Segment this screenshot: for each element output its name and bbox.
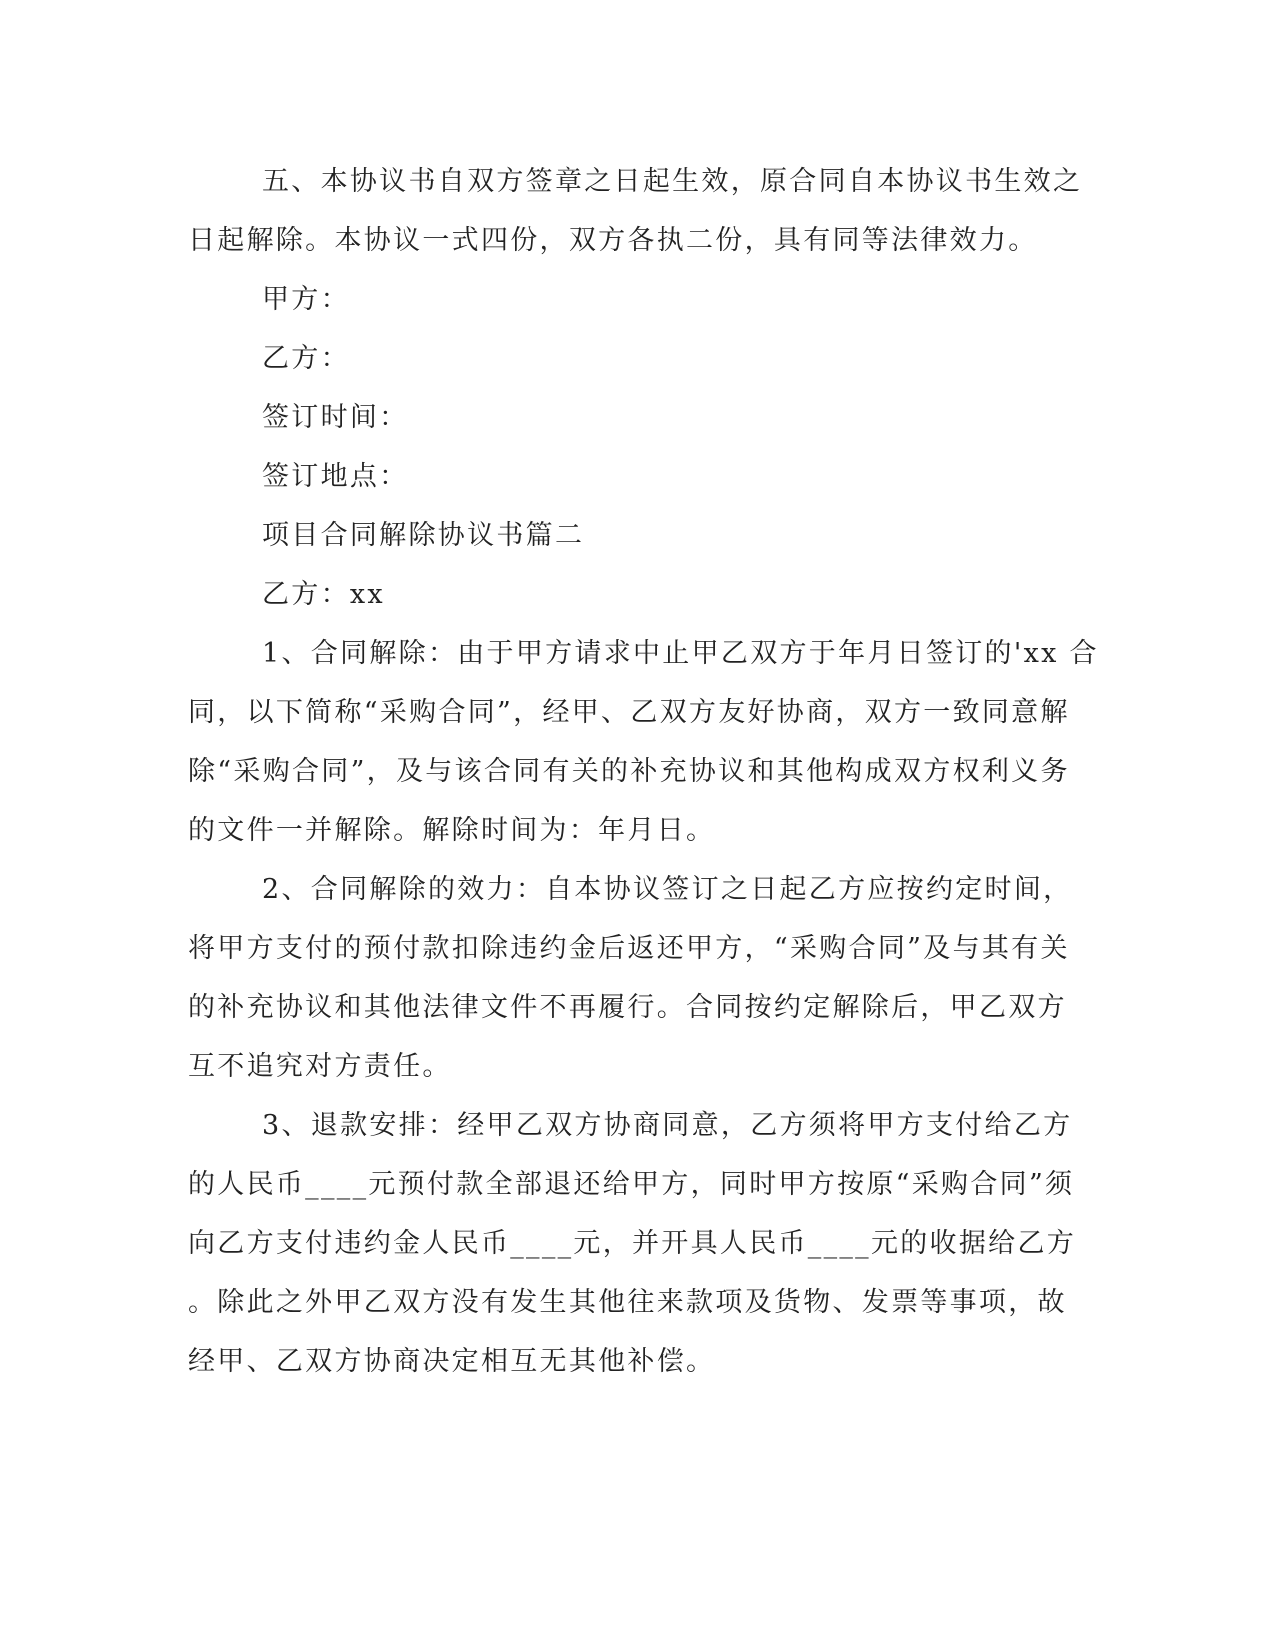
clause-2-line-1: 2、合同解除的效力：自本协议签订之日起乙方应按约定时间，	[262, 874, 1073, 905]
clause-2-line-4: 互不追究对方责任。	[188, 1051, 452, 1082]
section-heading: 项目合同解除协议书篇二	[262, 520, 585, 551]
clause-3-line-5: 经甲、乙双方协商决定相互无其他补偿。	[188, 1346, 716, 1377]
party-a-label: 甲方：	[262, 284, 350, 315]
clause-3-line-2: 的人民币____元预付款全部退还给甲方，同时甲方按原“采购合同”须	[188, 1169, 1075, 1200]
clause-5-line-1: 五、本协议书自双方签章之日起生效，原合同自本协议书生效之	[262, 166, 1083, 197]
party-b-line: 乙方：xx	[262, 579, 385, 610]
signing-date-label: 签订时间：	[262, 402, 409, 433]
clause-3-line-3: 向乙方支付违约金人民币____元，并开具人民币____元的收据给乙方	[188, 1228, 1077, 1259]
clause-1-line-1: 1、合同解除：由于甲方请求中止甲乙双方于年月日签订的'xx 合	[262, 638, 1099, 669]
clause-2-line-2: 将甲方支付的预付款扣除违约金后返还甲方，“采购合同”及与其有关	[188, 933, 1070, 964]
clause-1-line-3: 除“采购合同”，及与该合同有关的补充协议和其他构成双方权利义务	[188, 756, 1070, 787]
clause-5-line-2: 日起解除。本协议一式四份，双方各执二份，具有同等法律效力。	[188, 225, 1038, 256]
clause-3-line-4: 。除此之外甲乙双方没有发生其他往来款项及货物、发票等事项，故	[188, 1287, 1067, 1318]
clause-2-line-3: 的补充协议和其他法律文件不再履行。合同按约定解除后，甲乙双方	[188, 992, 1067, 1023]
clause-1-line-4: 的文件一并解除。解除时间为：年月日。	[188, 815, 716, 846]
signing-place-label: 签订地点：	[262, 461, 409, 492]
party-b-label: 乙方：	[262, 343, 350, 374]
clause-3-line-1: 3、退款安排：经甲乙双方协商同意，乙方须将甲方支付给乙方	[262, 1110, 1073, 1141]
clause-1-line-2: 同，以下简称“采购合同”，经甲、乙双方友好协商，双方一致同意解	[188, 697, 1070, 728]
